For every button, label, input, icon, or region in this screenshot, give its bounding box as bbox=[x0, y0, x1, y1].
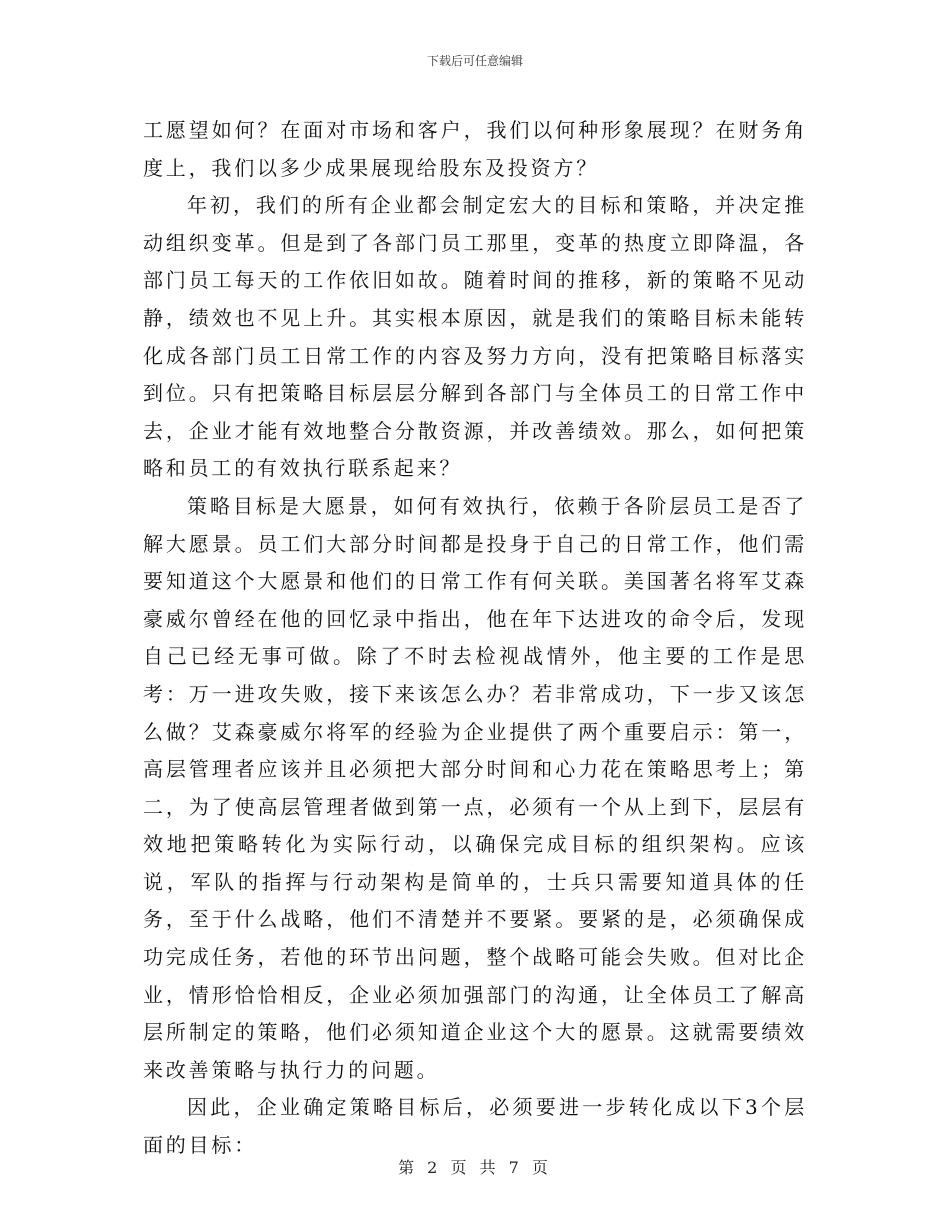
paragraph-big-vision: 策略目标是大愿景，如何有效执行，依赖于各阶层员工是否了解大愿景。员工们大部分时间都是投身于自己的日常工作，他们需要知道这个大愿景和他们的日常工作有何关联。美国著名将军艾森豪威尔曾经在他的回忆录中指出，他在年下达进攻的命令后，发现自己已经无事可做。除了不时去检视战情外，他主要的工作是思考：万一进攻失败，接下来该怎么办？若非常成功，下一步又该怎么做？艾森豪威尔将军的经验为企业提供了两个重要启示：第一，高层管理者应该并且必须把大部分时间和心力花在策略思考上；第二，为了使高层管理者做到第一点，必须有一个从上到下，层层有效地把策略转化为实际行动，以确保完成目标的组织架构。应该说，军队的指挥与行动架构是简单的，士兵只需要知道具体的任务，至于什么战略，他们不清楚并不要紧。要紧的是，必须确保成功完成任务，若他的环节出问题，整个战略可能会失败。但对比企业，情形恰恰相反，企业必须加强部门的沟通，让全体员工了解高层所制定的策略，他们必须知道企业这个大的愿景。这就需要绩效来改善策略与执行力的问题。 bbox=[143, 493, 807, 1082]
page-header: 下载后可任意编辑 bbox=[426, 54, 523, 68]
paragraph-continuation: 工愿望如何？在面对市场和客户，我们以何种形象展现？在财务角度上，我们以多少成果展现给股东及投资方？ bbox=[143, 118, 807, 180]
page-number-footer: 第 2 页 共 7 页 bbox=[398, 1158, 552, 1177]
document-body bbox=[143, 112, 807, 1165]
paragraph-three-levels: 因此，企业确定策略目标后，必须要进一步转化成以下3个层面的目标： bbox=[143, 1095, 807, 1158]
paragraph-strategy-goals: 年初，我们的所有企业都会制定宏大的目标和策略，并决定推动组织变革。但是到了各部门员工那里，变革的热度立即降温，各部门员工每天的工作依旧如故。随着时间的推移，新的策略不见动静，绩效也不见上升。其实根本原因，就是我们的策略目标未能转化成各部门员工日常工作的内容及努力方向，没有把策略目标落实到位。只有把策略目标层层分解到各部门与全体员工的日常工作中去，企业才能有效地整合分散资源，并改善绩效。那么，如何把策略和员工的有效执行联系起来？ bbox=[143, 193, 807, 481]
